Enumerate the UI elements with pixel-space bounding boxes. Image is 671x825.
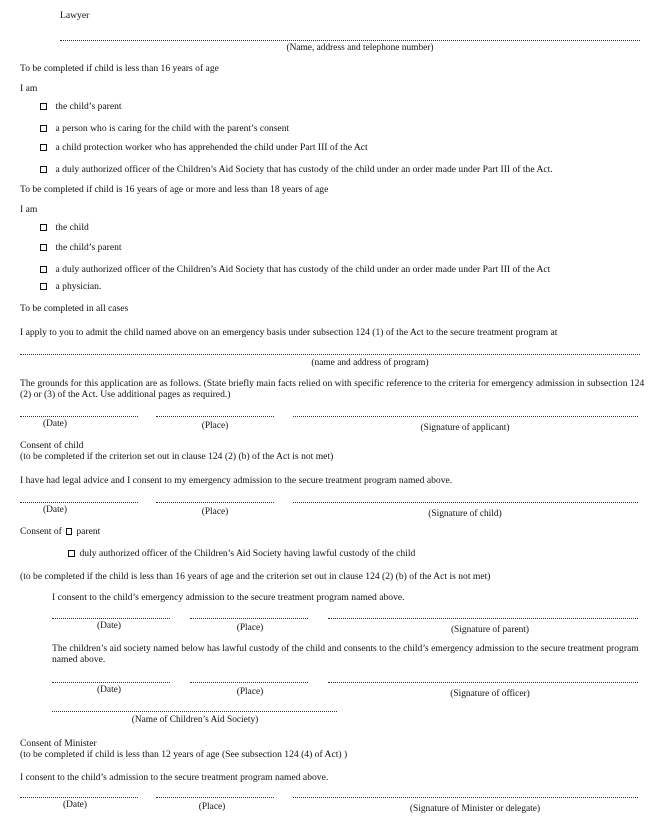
age16to18-option-cas-officer[interactable]: a duly authorized officer of the Children’s Aid Society that has custody of the child under an order made under Part III of the Act — [40, 264, 550, 275]
checkbox[interactable] — [40, 103, 47, 110]
grounds-text: The grounds for this application are as follows. (State briefly main facts relied on with specific reference to the criteria for emergency admission in subsection 124 (2) or (3) of the Act. Use additional pages as required.) — [20, 378, 645, 401]
consent-officer-option: duly authorized officer of the Children’s Aid Society having lawful custody of the child — [79, 548, 416, 559]
apply-text: I apply to you to admit the child named above on an emergency basis under subsection 124 (1) of the Act to the secure treatment program at — [20, 327, 558, 338]
consent-parent-condition: (to be completed if the child is less than 16 years of age and the criterion set out in clause 124 (2) (b) of the Act is not met) — [20, 571, 491, 582]
checkbox[interactable] — [40, 125, 47, 132]
under16-option-protection-worker[interactable]: a child protection worker who has apprehended the child under Part III of the Act — [40, 142, 368, 153]
checkbox[interactable] — [40, 144, 47, 151]
all-cases-heading: To be completed in all cases — [20, 303, 129, 314]
age16to18-i-am: I am — [20, 204, 38, 215]
checkbox[interactable] — [40, 283, 47, 290]
parent-place-line[interactable] — [190, 618, 308, 619]
under16-option-parent[interactable]: the child’s parent — [40, 101, 122, 112]
age16to18-option-physician[interactable]: a physician. — [40, 281, 101, 292]
consent-officer-row[interactable] — [68, 548, 415, 559]
officer-date-caption: (Date) — [97, 685, 121, 695]
parent-signature-line[interactable] — [328, 618, 638, 619]
consent-of-label: Consent of — [20, 526, 62, 537]
officer-place-caption: (Place) — [236, 687, 264, 697]
officer-date-line[interactable] — [52, 682, 170, 683]
applicant-place-caption: (Place) — [201, 421, 229, 431]
child-signature-caption: (Signature of child) — [428, 509, 502, 519]
under16-i-am: I am — [20, 83, 38, 94]
applicant-signature-caption: (Signature of applicant) — [420, 423, 510, 433]
consent-parent-option: parent — [76, 526, 101, 537]
program-line[interactable] — [20, 354, 640, 355]
applicant-date-line[interactable] — [20, 416, 138, 417]
checkbox[interactable] — [66, 528, 73, 535]
child-place-caption: (Place) — [201, 507, 229, 517]
minister-date-caption: (Date) — [63, 800, 87, 810]
minister-place-line[interactable] — [156, 797, 274, 798]
checkbox[interactable] — [40, 244, 47, 251]
child-signature-line[interactable] — [293, 502, 638, 503]
age16to18-option-parent[interactable]: the child’s parent — [40, 242, 122, 253]
minister-signature-caption: (Signature of Minister or delegate) — [409, 804, 541, 814]
parent-date-caption: (Date) — [97, 621, 121, 631]
parent-place-caption: (Place) — [236, 623, 264, 633]
officer-place-line[interactable] — [190, 682, 308, 683]
society-name-caption: (Name of Children’s Aid Society) — [131, 715, 259, 725]
age16to18-option-child[interactable]: the child — [40, 222, 89, 233]
consent-child-statement: I have had legal advice and I consent to my emergency admission to the secure treatment program named above. — [20, 475, 453, 486]
consent-child-condition: (to be completed if the criterion set out in clause 124 (2) (b) of the Act is not met) — [20, 451, 334, 462]
under16-option-caregiver[interactable]: a person who is caring for the child with the parent’s consent — [40, 123, 289, 134]
society-name-line[interactable] — [52, 711, 337, 712]
under16-option-cas-officer[interactable]: a duly authorized officer of the Children’s Aid Society that has custody of the child under an order made under Part III of the Act. — [40, 164, 553, 175]
consent-minister-condition: (to be completed if child is less than 12 years of age (See subsection 124 (4) of Act) ) — [20, 749, 348, 760]
applicant-place-line[interactable] — [156, 416, 274, 417]
child-date-caption: (Date) — [43, 505, 67, 515]
under16-heading: To be completed if child is less than 16 years of age — [20, 63, 219, 74]
consent-minister-statement: I consent to the child’s admission to the secure treatment program named above. — [20, 772, 329, 783]
society-statement: The children’s aid society named below has lawful custody of the child and consents to the child’s emergency admission to the secure treatment program named above. — [52, 643, 639, 666]
applicant-signature-line[interactable] — [293, 416, 638, 417]
child-place-line[interactable] — [156, 502, 274, 503]
minister-date-line[interactable] — [20, 797, 138, 798]
minister-signature-line[interactable] — [293, 797, 638, 798]
minister-place-caption: (Place) — [198, 802, 226, 812]
checkbox[interactable] — [40, 266, 47, 273]
lawyer-signature-line[interactable] — [60, 40, 640, 41]
parent-date-line[interactable] — [52, 618, 170, 619]
program-caption: (name and address of program) — [311, 358, 429, 368]
consent-parent-statement: I consent to the child’s emergency admission to the secure treatment program named above. — [52, 592, 405, 603]
lawyer-label: Lawyer — [60, 10, 90, 21]
officer-signature-caption: (Signature of officer) — [450, 689, 530, 699]
checkbox[interactable] — [68, 550, 75, 557]
consent-child-title: Consent of child — [20, 440, 84, 451]
applicant-date-caption: (Date) — [43, 419, 67, 429]
child-date-line[interactable] — [20, 502, 138, 503]
lawyer-caption: (Name, address and telephone number) — [286, 43, 434, 53]
age16to18-heading: To be completed if child is 16 years of age or more and less than 18 years of age — [20, 184, 329, 195]
checkbox[interactable] — [40, 224, 47, 231]
consent-parent-row — [20, 526, 100, 537]
officer-signature-line[interactable] — [328, 682, 638, 683]
checkbox[interactable] — [40, 166, 47, 173]
consent-minister-title: Consent of Minister — [20, 738, 97, 749]
parent-signature-caption: (Signature of parent) — [450, 625, 530, 635]
